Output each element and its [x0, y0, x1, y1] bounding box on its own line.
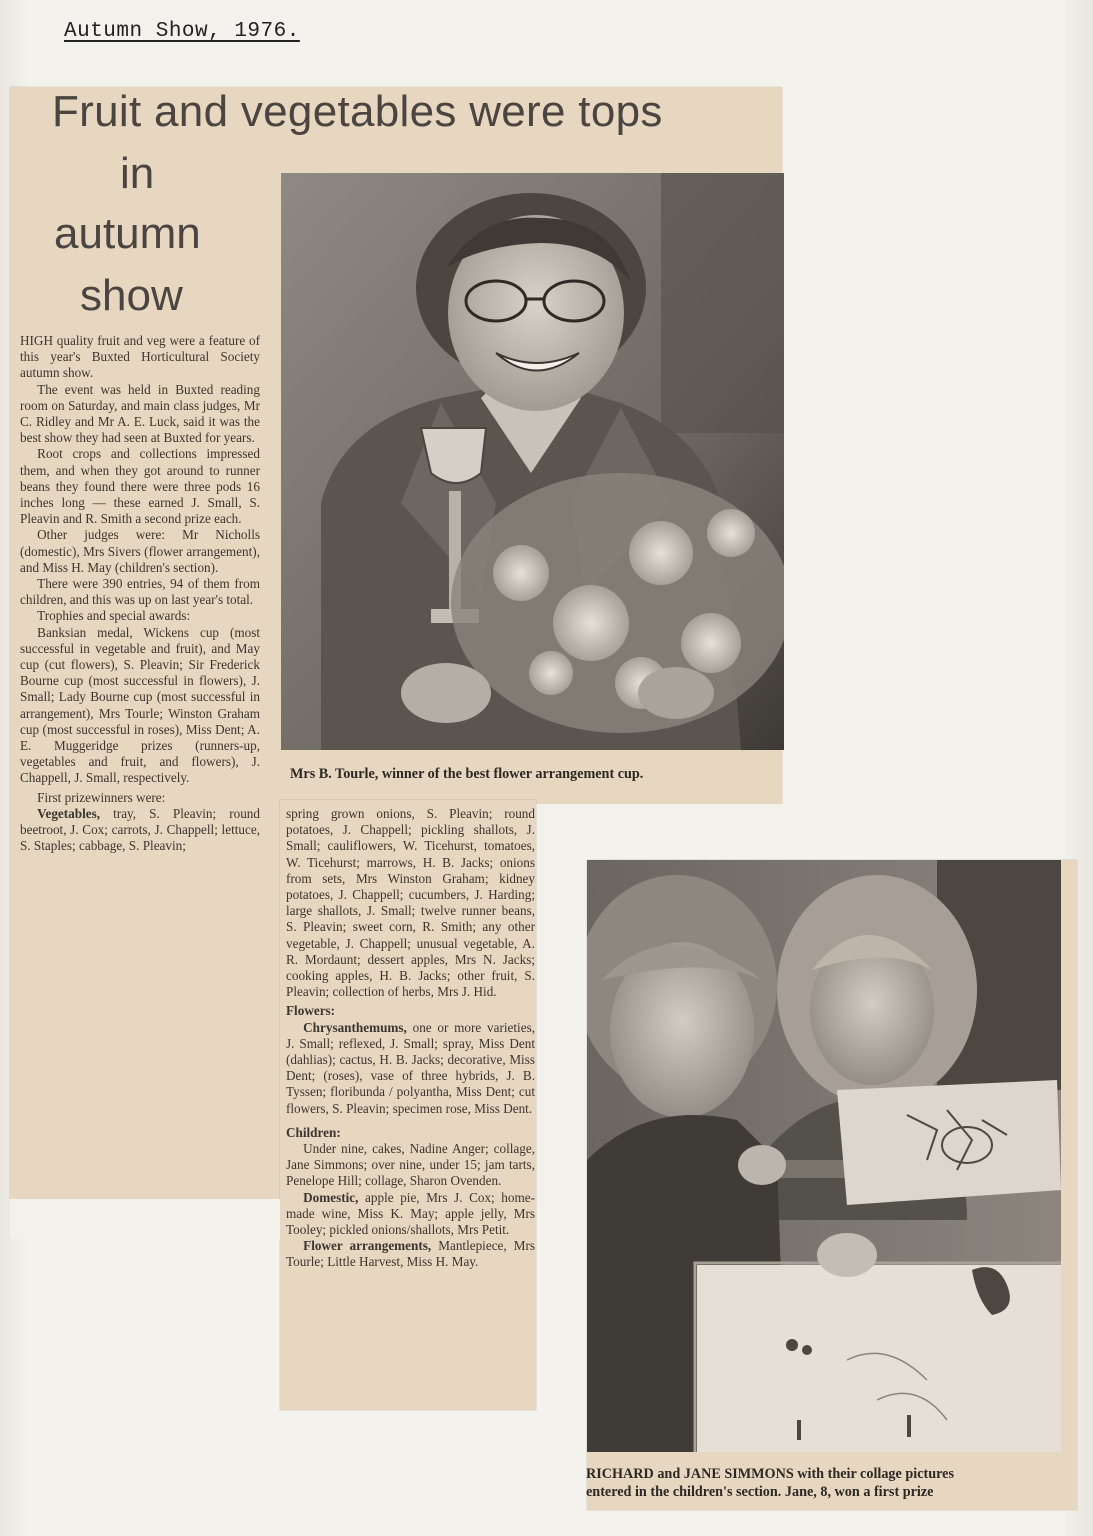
scrapbook-label: Autumn Show, 1976.	[64, 20, 300, 43]
photo-caption-tourle: Mrs B. Tourle, winner of the best flower arrangement cup.	[290, 766, 644, 782]
headline-line-3: autumn	[54, 209, 201, 258]
article-paragraph: Root crops and collections impressed them, and when they got around to runner beans they found there were three pods 16 inches long — these earned J. Small, S. Pleavin and R. Smith a second prize each.	[20, 446, 260, 527]
article-column-1	[20, 333, 260, 855]
article-paragraph: First prizewinners were:	[37, 789, 166, 805]
photo-simmons-children	[587, 860, 1061, 1452]
article-column-3	[286, 806, 535, 1271]
prize-text: apple pie, Mrs J. Cox; home-made wine, Miss K. May; apple jelly, Mrs Tooley; pickled onions/shallots, Mrs Petit.	[286, 1189, 535, 1238]
section-heading: Vegetables,	[37, 805, 101, 821]
caption-line-1: RICHARD and JANE SIMMONS with their collage pictures	[586, 1466, 954, 1482]
photo-mrs-tourle	[281, 173, 784, 750]
caption-line-2: entered in the children's section. Jane, 8, won a first prize	[586, 1483, 934, 1500]
article-paragraph: The event was held in Buxted reading room on Saturday, and main class judges, Mr C. Ridley and Mr A. E. Luck, said it was the best show they had seen at Buxted for years.	[20, 381, 260, 446]
headline-line-1: Fruit and vegetables were tops	[52, 87, 663, 136]
article-paragraph: There were 390 entries, 94 of them from children, and this was up on last year's total.	[20, 576, 260, 608]
article-intro: HIGH quality fruit and veg were a feature of this year's Buxted Horticultural Society autumn show.	[20, 333, 260, 381]
prize-list-domestic	[286, 1190, 535, 1239]
prize-list-continued: spring grown onions, S. Pleavin; round potatoes, J. Chappell; pickling shallots, J. Small; cauliflowers, W. Ticehurst, tomatoes, W. Ticehurst; marrows, H. B. Jacks; onions from sets, Mrs Winston Graham; kidney potatoes, J. Chappell; cucumbers, J. Harding; large shallots, J. Small; twelve runner beans, S. Pleavin; sweet corn, R. Smith; any other vegetable, J. Chappell; unusual vegetable, A. R. Mordaunt; dessert apples, Mrs N. Jacks; cooking apples, H. B. Jacks; other fruit, S. Pleavin; collection of herbs, Mrs J. Hid.	[286, 806, 535, 1000]
article-paragraph: Other judges were: Mr Nicholls (domestic), Mrs Sivers (flower arrangement), and Miss H. May (children's section).	[20, 527, 260, 575]
prize-list-flowers	[286, 1020, 535, 1117]
article-paragraph: Trophies and special awards:	[37, 608, 191, 624]
prize-list-flower-arrangements	[286, 1238, 535, 1270]
prize-text: Mantlepiece, Mrs Tourle; Little Harvest, Miss H. May.	[286, 1238, 535, 1270]
headline-line-4: show	[80, 271, 183, 320]
prize-text: tray, S. Pleavin; round beetroot, J. Cox; carrots, J. Chappell; lettuce, S. Staples; cabbage, S. Pleavin;	[20, 805, 260, 854]
prize-list-children: Under nine, cakes, Nadine Anger; collage, Jane Simmons; over nine, under 15; jam tarts, Penelope Hill; collage, Sharon Ovenden.	[286, 1141, 535, 1189]
section-heading: Chrysanthemums,	[303, 1019, 407, 1035]
section-heading: Flowers:	[286, 1003, 336, 1019]
photo-caption-simmons	[586, 1466, 954, 1501]
clipping-cutout-bottom	[10, 1199, 280, 1239]
article-paragraph: Banksian medal, Wickens cup (most successful in vegetable and fruit), and May cup (cut flowers), S. Pleavin; Sir Frederick Bourne cup (most successful in flowers), J. Small; Lady Bourne cup (most successful in arrangement), Mrs Tourle; Winston Graham cup (most successful in roses), Miss Dent; A. E. Muggeridge prizes (runners-up, vegetables and fruit, and flowers), J. Chappell, J. Small, respectively.	[20, 624, 260, 786]
section-heading: Domestic,	[303, 1189, 359, 1205]
prize-text: one or more varieties, J. Small; reflexed, J. Small; spray, Miss Dent (dahlias); cactus, H. B. Jacks; decorative, Miss Dent; (roses), vase of three hybrids, J. B. Tyssen; floribunda / polyantha, Miss Dent; cut flowers, S. Pleavin; specimen rose, Miss Dent.	[286, 1019, 535, 1116]
section-heading: Children:	[286, 1124, 341, 1140]
headline-line-2: in	[120, 149, 155, 198]
section-heading: Flower arrangements,	[303, 1238, 432, 1254]
prize-list-vegetables	[20, 806, 260, 855]
